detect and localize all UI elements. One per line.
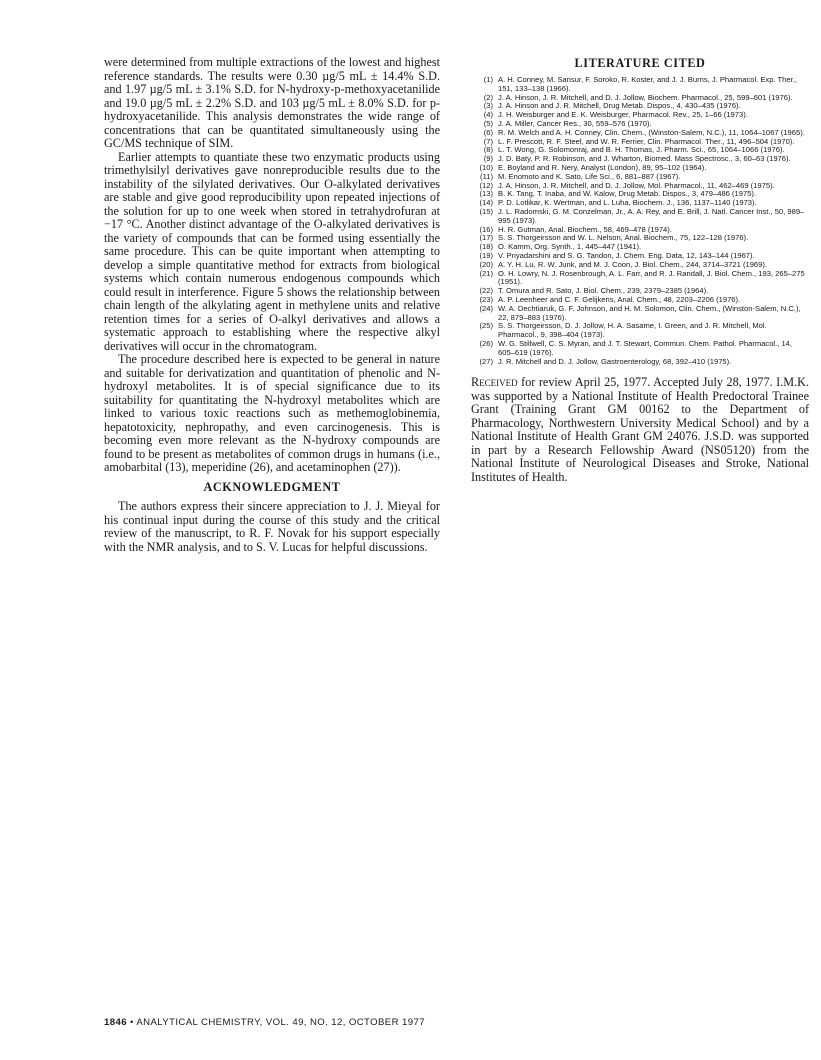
reference-text: P. D. Lotlikar, K. Wertman, and L. Luha, Biochem. J., 136, 1137–1140 (1973). xyxy=(498,198,757,208)
reference-text: W. G. Stillwell, C. S. Myran, and J. T. Stewart, Commun. Chem. Pathol. Pharmacol., 14, 605–619 (1976). xyxy=(498,338,793,357)
reference-text: J. L. Radomski, G. M. Conzelman, Jr., A. A. Rey, and E. Brill, J. Natl. Cancer Inst., 50, 989–995 (1973). xyxy=(498,206,805,225)
reference-text: A. Y. H. Lu, R. W. Junk, and M. J. Coon, J. Biol. Chem., 244, 3714–3721 (1969). xyxy=(498,259,768,269)
reference-text: L. F. Prescott, R. F. Steel, and W. R. Ferrier, Clin. Pharmacol. Ther., 11, 496–504 (1970). xyxy=(498,136,795,146)
footer-bullet: • xyxy=(130,1017,134,1028)
right-column xyxy=(471,56,809,484)
reference-number: (27) xyxy=(479,356,493,366)
reference-text: H. R. Gutman, Anal. Biochem., 58, 469–478 (1974). xyxy=(498,224,672,234)
body-paragraph: were determined from multiple extractions of the lowest and highest reference standards. The results were 0.30 µg/5 mL ± 14.4% S.D. and 1.97 µg/5 mL ± 3.1% S.D. for N-hydroxy-p-methoxyacetanilide and 19.0 µg/5 mL ± 2.2% S.D. and 103 µg/5 mL ± 8.0% S.D. for p-hydroxyacetanilide. This analysis demonstrates the wide range of concentrations that can be quantitated simultaneously using the GC/MS technique of SIM. xyxy=(104,55,440,150)
reference-number: (7) xyxy=(483,136,493,146)
reference-item xyxy=(471,208,809,226)
reference-text: T. Omura and R. Sato, J. Biol. Chem., 239, 2379–2385 (1964). xyxy=(498,286,709,296)
reference-number: (9) xyxy=(483,154,493,164)
acknowledgment-text: The authors express their sincere appreciation to J. J. Mieyal for his continual input during the course of this study and the critical review of the manuscript, to R. F. Novak for his support especially with the NMR analysis, and to S. V. Lucas for helpful discussions. xyxy=(104,499,440,554)
reference-text: S. S. Thorgeirsson, D. J. Jollow, H. A. Sasame, I. Green, and J. R. Mitchell, Mol. Pharmacol., 9, 398–404 (1973). xyxy=(498,321,767,340)
reference-number: (4) xyxy=(483,110,493,120)
page-number: 1846 xyxy=(104,1017,127,1028)
reference-number: (14) xyxy=(479,198,493,208)
reference-number: (12) xyxy=(479,180,493,190)
reference-text: J. A. Hinson, J. R. Mitchell, and D. J. Jollow, Mol. Pharmacol., 11, 462–469 (1975). xyxy=(498,180,775,190)
reference-number: (8) xyxy=(483,145,493,155)
reference-number: (15) xyxy=(479,206,493,216)
reference-list xyxy=(471,76,809,366)
reference-item xyxy=(471,340,809,358)
reference-text: J. A. Miller, Cancer Res., 30, 559–576 (1970). xyxy=(498,118,652,128)
reference-item xyxy=(471,322,809,340)
reference-number: (6) xyxy=(483,127,493,137)
reference-text: W. A. Dechtiaruk, G. F. Johnson, and H. M. Solomon, Clin. Chem., (Winston-Salem, N.C.), 22, 879–883 (1976). xyxy=(498,303,801,322)
reference-text: O. H. Lowry, N. J. Rosenbrough, A. L. Farr, and R. J. Randall, J. Biol. Chem., 193, 265–275 (1951). xyxy=(498,268,805,287)
reference-text: R. M. Welch and A. H. Conney, Clin. Chem., (Winston-Salem, N.C.), 11, 1064–1067 (1965). xyxy=(498,127,805,137)
reference-text: M. Enomoto and K. Sato, Life Sci., 6, 881–887 (1967). xyxy=(498,171,681,181)
page-footer xyxy=(104,1017,425,1028)
reference-text: V. Priyadarshini and S. G. Tandon, J. Chem. Eng. Data, 12, 143–144 (1967). xyxy=(498,250,755,260)
reference-text: J. A. Hinson and J. R. Mitchell, Drug Metab. Dispos., 4, 430–435 (1976). xyxy=(498,101,741,111)
reference-item xyxy=(471,358,809,367)
reference-item xyxy=(471,270,809,288)
reference-text: B. K. Tang, T. Inaba, and W. Kalow, Drug Metab. Dispos., 3, 479–486 (1975). xyxy=(498,189,757,199)
received-lead: Received xyxy=(471,375,518,390)
received-note xyxy=(471,376,809,484)
reference-number: (1) xyxy=(483,75,493,84)
reference-number: (2) xyxy=(483,92,493,102)
reference-number: (3) xyxy=(483,101,493,111)
received-text: for review April 25, 1977. Accepted July 28, 1977. I.M.K. was supported by a National Institute of Health Predoctoral Trainee Grant (Training Grant GM 00162 to the Department of Pharmacology, Northwestern University Medical School) and by a National Institute of Health Grant GM 24076. J.S.D. was supported in part by a Research Fellowship Award (NS05120) from the National Institute of Neurological Diseases and Stroke, National Institutes of Health. xyxy=(471,375,809,484)
reference-text: L. T. Wong, G. Solomonraj, and B. H. Thomas, J. Pharm. Sci., 65, 1064–1066 (1976). xyxy=(498,145,785,155)
reference-text: A. P. Leenheer and C. F. Gelijkens, Anal. Chem., 48, 2203–2206 (1976). xyxy=(498,294,741,304)
reference-text: J. R. Mitchell and D. J. Jollow, Gastroenterology, 68, 392–410 (1975). xyxy=(498,356,732,366)
journal-citation: ANALYTICAL CHEMISTRY, VOL. 49, NO. 12, OCTOBER 1977 xyxy=(136,1017,425,1028)
reference-item xyxy=(471,305,809,323)
reference-number: (21) xyxy=(479,268,493,278)
reference-text: S. S. Thorgeirsson and W. L. Nelson, Anal. Biochem., 75, 122–128 (1976). xyxy=(498,233,749,243)
body-paragraph: The procedure described here is expected to be general in nature and suitable for derivatization and quantitation of phenolic and N-hydroxyl metabolites. It is of special significance due to its suitability for quantitating the N-hydroxyl metabolites which are linked to various toxic reactions such as methemoglobinemia, hepatotoxicity, nephropathy, and even carcinogenesis. This is becoming even more relevant as the N-hydroxy compounds are found to be present as metabolites of common drugs in humans (i.e., amobarbital (13), meperidine (26), and acetaminophen (27)). xyxy=(104,352,440,474)
reference-item xyxy=(471,76,809,94)
reference-number: (11) xyxy=(480,171,493,181)
reference-text: J. H. Weisburger and E. K. Weisburger, Pharmacol. Rev., 25, 1–66 (1973). xyxy=(498,110,748,120)
reference-number: (10) xyxy=(479,162,493,172)
left-column xyxy=(104,56,440,554)
reference-number: (20) xyxy=(479,259,493,269)
reference-text: E. Boyland and R. Nery, Analyst (London), 89, 95–102 (1964). xyxy=(498,162,707,172)
reference-number: (18) xyxy=(479,242,493,252)
reference-number: (24) xyxy=(479,303,493,313)
acknowledgment-heading: ACKNOWLEDGMENT xyxy=(203,479,341,494)
reference-text: O. Kamm, Org. Synth., 1, 445–447 (1941). xyxy=(498,242,642,252)
reference-number: (5) xyxy=(483,118,493,128)
reference-number: (16) xyxy=(479,224,493,234)
reference-number: (19) xyxy=(479,250,493,260)
reference-number: (23) xyxy=(479,294,493,304)
reference-text: A. H. Conney, M. Sansur, F. Soroko, R. Koster, and J. J. Burns, J. Pharmacol. Exp. Ther., 151, 133–138 (1966). xyxy=(498,75,797,93)
reference-number: (22) xyxy=(479,286,493,296)
reference-text: J. A. Hinson, J. R. Mitchell, and D. J. Jollow, Biochem. Pharmacol., 25, 599–601 (1976). xyxy=(498,92,793,102)
body-paragraph: Earlier attempts to quantiate these two enzymatic products using trimethylsilyl derivatives gave nonreproducible results due to the instability of the silylated derivatives. Our O-alkylated derivatives are stable and give good reproducibility upon repeated injections of the solution for up to one week when stored in tetrahydrofuran at −17 °C. Another distinct advantage of the O-alkylated derivatives is the variety of compounds that can be formed using essentially the same procedure. This can be quite important when attempting to develop a simple quantitative method for extracts from biological systems which contain numerous endogenous compounds which could result in interference. Figure 5 shows the relationship between chain length of the alkylating agent in methylene units and relative retention times for a series of O-alkyl derivatives and allows a systematic approach to establishing where the respective alkyl derivatives will occur in the chromatogram. xyxy=(104,149,440,353)
reference-text: J. D. Baty, P. R. Robinson, and J. Wharton, Biomed. Mass Spectrosc., 3, 60–63 (1976). xyxy=(498,154,791,164)
reference-number: (17) xyxy=(479,233,493,243)
reference-number: (25) xyxy=(479,321,493,331)
reference-number: (26) xyxy=(479,338,493,348)
reference-number: (13) xyxy=(479,189,493,199)
literature-cited-heading: LITERATURE CITED xyxy=(574,56,706,70)
